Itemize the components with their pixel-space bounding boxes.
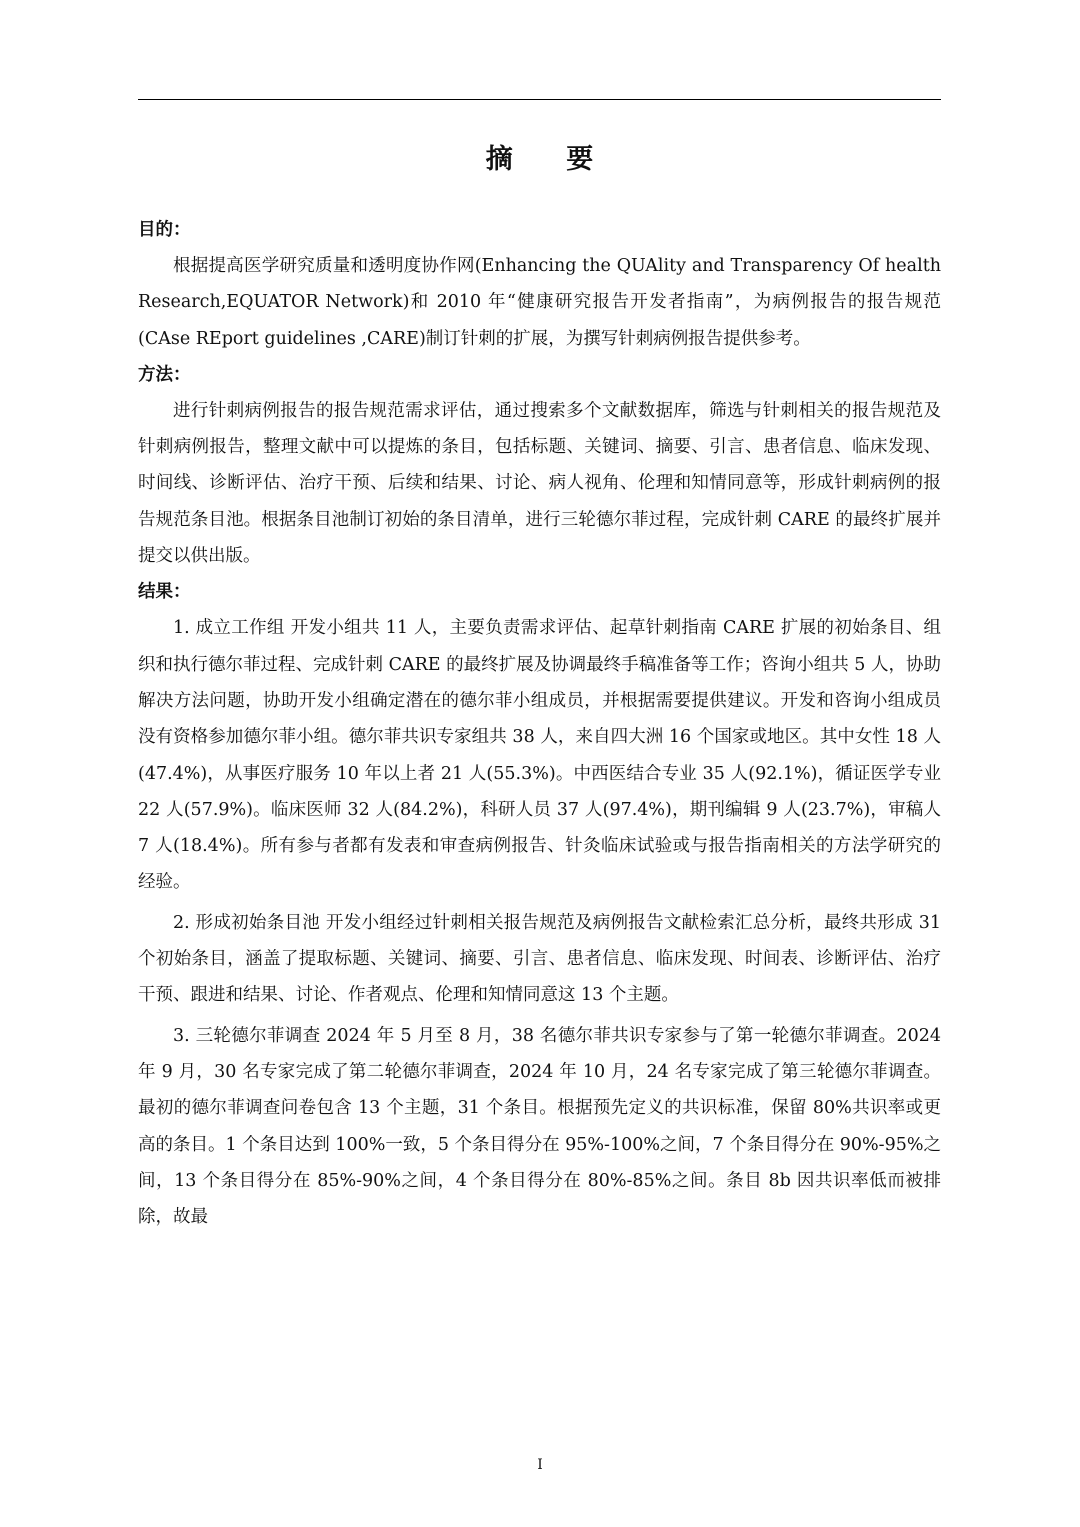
methods-heading: 方法： — [138, 364, 191, 385]
header-rule — [138, 99, 941, 100]
results-paragraph-1: 1. 成立工作组 开发小组共 11 人，主要负责需求评估、起草针刺指南 CARE 扩展的初始条目、组织和执行德尔菲过程、完成针刺 CARE 的最终扩展及协调最终手稿准备等工作；咨询小组共 5 人，协助解决方法问题，协助开发小组确定潜在的德尔菲小组成员，并根据需要提供建议。开发和咨询小组成员没有资格参加德尔菲小组。德尔菲共识专家组共 38 人，来自四大洲 16 个国家或地区。其中女性 18 人(47.4%)，从事医疗服务 10 年以上者 21 人(55.3%)。中西医结合专业 35 人(92.1%)，循证医学专业 22 人(57.9%)。临床医师 32 人(84.2%)，科研人员 37 人(97.4%)，期刊编辑 9 人(23.7%)，审稿人 7 人(18.4%)。所有参与者都有发表和审查病例报告、针灸临床试验或与报告指南相关的方法学研究的经验。 — [138, 618, 941, 893]
abstract-body — [138, 212, 941, 1235]
page-number: I — [537, 1457, 543, 1473]
results-heading: 结果： — [138, 582, 191, 603]
purpose-paragraph: 根据提高医学研究质量和透明度协作网(Enhancing the QUAlity and Transparency Of health Research,EQUATOR Network)和 2010 年“健康研究报告开发者指南”，为病例报告的报告规范(CAse REport guidelines ,CARE)制订针刺的扩展，为撰写针刺病例报告提供参考。 — [138, 256, 941, 349]
purpose-heading: 目的： — [138, 220, 191, 240]
results-paragraph-3: 3. 三轮德尔菲调查 2024 年 5 月至 8 月，38 名德尔菲共识专家参与了第一轮德尔菲调查。2024 年 9 月，30 名专家完成了第二轮德尔菲调查，2024 年 10 月，24 名专家完成了第三轮德尔菲调查。最初的德尔菲调查问卷包含 13 个主题，31 个条目。根据预先定义的共识标准，保留 80%共识率或更高的条目。1 个条目达到 100%一致，5 个条目得分在 95%-100%之间，7 个条目得分在 90%-95%之间，13 个条目得分在 85%-90%之间，4 个条目得分在 80%-85%之间。条目 8b 因共识率低而被排除，故最 — [138, 1025, 941, 1228]
methods-paragraph: 进行针刺病例报告的报告规范需求评估，通过搜索多个文献数据库，筛选与针刺相关的报告规范及针刺病例报告，整理文献中可以提炼的条目，包括标题、关键词、摘要、引言、患者信息、临床发现、时间线、诊断评估、治疗干预、后续和结果、讨论、病人视角、伦理和知情同意等，形成针刺病例的报告规范条目池。根据条目池制订初始的条目清单，进行三轮德尔菲过程，完成针刺 CARE 的最终扩展并提交以供出版。 — [138, 400, 941, 567]
page-title: 摘 要 — [485, 144, 616, 175]
results-paragraph-2: 2. 形成初始条目池 开发小组经过针刺相关报告规范及病例报告文献检索汇总分析，最终共形成 31 个初始条目，涵盖了提取标题、关键词、摘要、引言、患者信息、临床发现、时间表、诊断评估、治疗干预、跟进和结果、讨论、作者观点、伦理和知情同意这 13 个主题。 — [138, 912, 941, 1006]
